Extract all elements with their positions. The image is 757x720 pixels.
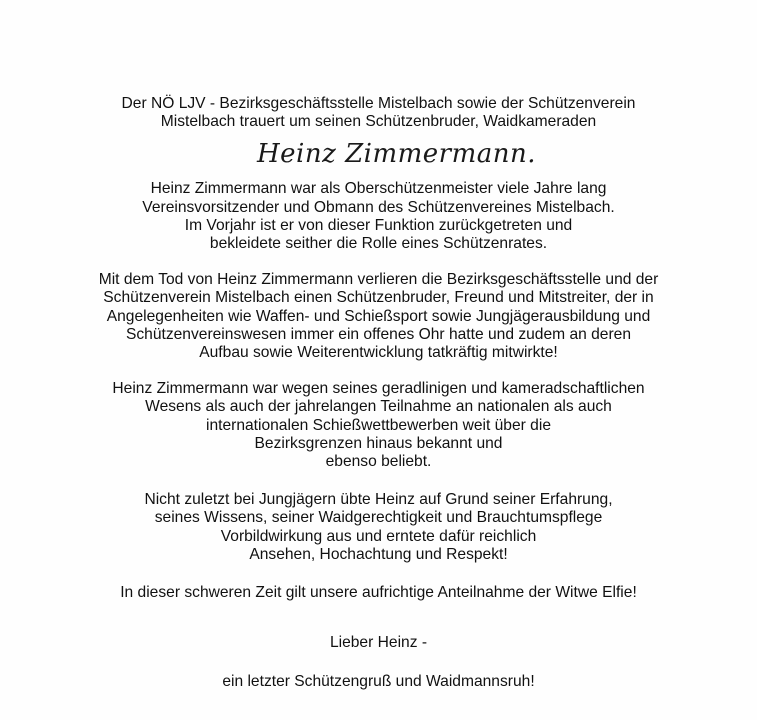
paragraph-loss-line: Mit dem Tod von Heinz Zimmermann verlieren die Bezirksgeschäftsstelle und der <box>98 271 659 289</box>
condolence-line: In dieser schweren Zeit gilt unsere aufrichtige Anteilnahme der Witwe Elfie! <box>120 584 637 602</box>
paragraph-character-line: Wesens als auch der jahrelangen Teilnahme an nationalen als auch <box>145 398 612 416</box>
paragraph-loss-line: Schützenverein Mistelbach einen Schützenbruder, Freund und Mitstreiter, der in <box>103 289 654 307</box>
intro-line-2: Mistelbach trauert um seinen Schützenbruder, Waidkameraden <box>160 113 597 131</box>
paragraph-mentoring-line: Nicht zuletzt bei Jungjägern übte Heinz auf Grund seiner Erfahrung, <box>144 491 613 509</box>
paragraph-mentoring-line: seines Wissens, seiner Waidgerechtigkeit und Brauchtumspflege <box>154 509 603 527</box>
paragraph-loss-line: Aufbau sowie Weiterentwicklung tatkräftig mitwirkte! <box>199 344 558 362</box>
paragraph-character <box>0 380 757 471</box>
intro-line-1: Der NÖ LJV - Bezirksgeschäftsstelle Mistelbach sowie der Schützenverein <box>121 95 636 112</box>
paragraph-role <box>0 180 757 253</box>
paragraph-character-line: ebenso beliebt. <box>325 453 432 471</box>
intro-paragraph <box>0 95 757 131</box>
paragraph-mentoring-line: Ansehen, Hochachtung und Respekt! <box>249 545 508 563</box>
paragraph-role-line: Vereinsvorsitzender und Obmann des Schützenvereines Mistelbach. <box>142 198 615 216</box>
paragraph-role-line: Heinz Zimmermann war als Oberschützenmeister viele Jahre lang <box>150 180 607 198</box>
paragraph-loss <box>0 271 757 362</box>
paragraph-mentoring <box>0 491 757 564</box>
paragraph-character-line: Bezirksgrenzen hinaus bekannt und <box>254 434 503 452</box>
paragraph-loss-line: Angelegenheiten wie Waffen- und Schießsport sowie Jungjägerausbildung und <box>106 307 651 325</box>
paragraph-mentoring-line: Vorbildwirkung aus und erntete dafür reichlich <box>220 527 537 545</box>
deceased-name: Heinz Zimmermann. <box>257 139 536 170</box>
paragraph-role-line: bekleidete seither die Rolle eines Schützenrates. <box>209 235 548 253</box>
paragraph-character-line: Heinz Zimmermann war wegen seines geradlinigen und kameradschaftlichen <box>112 380 645 398</box>
paragraph-loss-line: Schützenvereinswesen immer ein offenes Ohr hatte und zudem an deren <box>125 325 632 343</box>
paragraph-role-line: Im Vorjahr ist er von dieser Funktion zurückgetreten und <box>184 216 573 234</box>
salutation-line: Lieber Heinz - <box>329 634 428 652</box>
paragraph-character-line: internationalen Schießwettbewerben weit über die <box>205 416 551 434</box>
farewell-line: ein letzter Schützengruß und Waidmannsruh! <box>222 673 535 691</box>
